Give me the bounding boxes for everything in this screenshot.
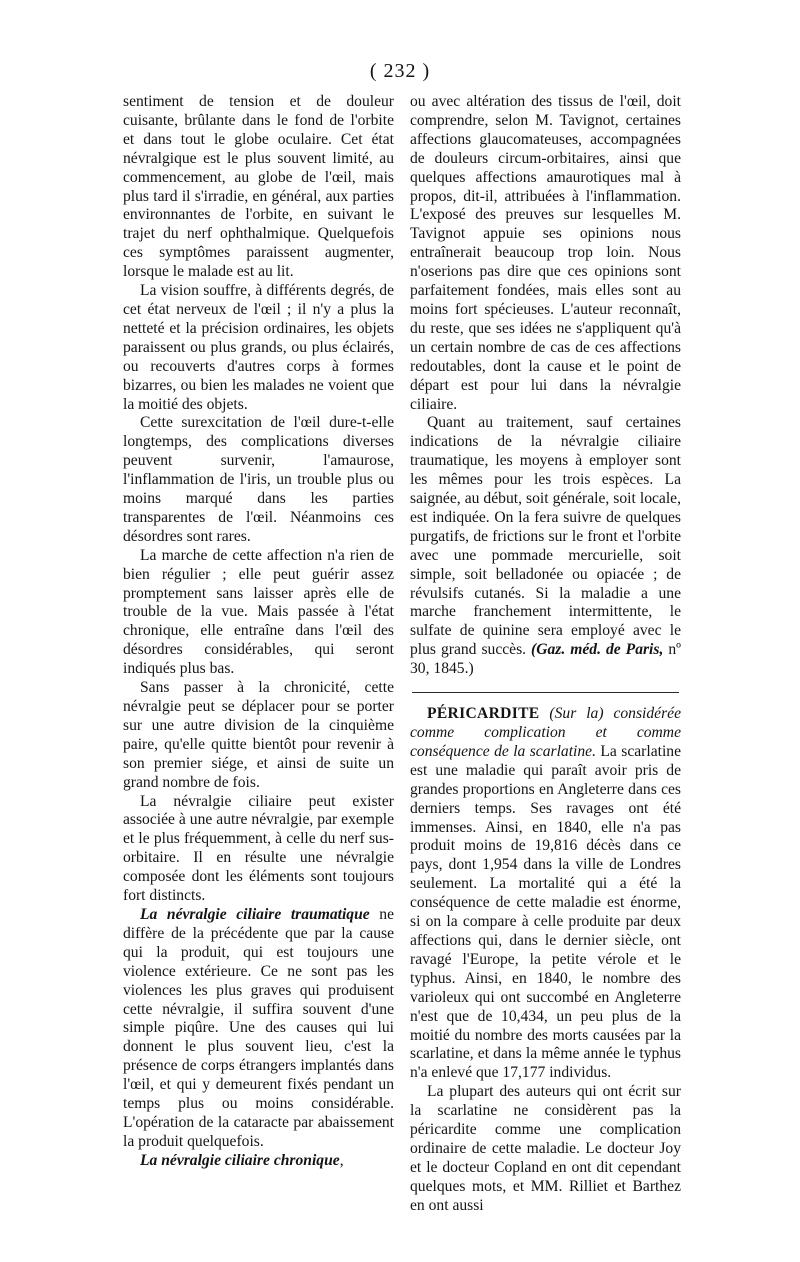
article-subheading: (Sur la) considérée comme complication et comme conséquence de la scarlatine. — [410, 705, 681, 760]
paragraph-traumatic-neuralgia — [123, 906, 394, 1152]
text-treatment: Quant au traitement, sauf certaines indications de la névralgie ciliaire traumatique, les moyens à employer sont les mêmes pour les trois espèces. La saignée, au début, soit générale, soit locale, est indiquée. On la fera suivre de quelques purgatifs, de frictions sur le front et l'orbite avec une pommade mercurielle, soit simple, soit belladonée ou opiacée ; de révulsifs cutanés. Si la maladie a une marche franchement intermittente, le sulfate de quinine sera employé avec le plus grand succès. — [410, 414, 681, 659]
source-citation: (Gaz. méd. de Paris, — [531, 641, 664, 659]
text-pericarditis: La scarlatine est une maladie qui paraît avoir pris de grandes proportions en Angleterre dans ces derniers temps. Ses ravages ont été immenses. Ainsi, en 1840, elle n'a pas produit moins de 19,816 décès dans ce pays, dont 1,954 dans la ville de Londres seulement. La mortalité qui a été la conséquence de cette maladie est énorme, si on la compare à celle produite par deux affections qui, dans le dernier siècle, ont ravagé l'Europe, la petite vérole et le typhus. Ainsi, en 1840, le nombre des varioleux qui ont succombé en Angleterre n'est que de 10,434, un peu plus de la moitié du nombre des morts causées par la scarlatine, et dans la même année le typhus n'a enlevé que 17,177 individus. — [410, 742, 682, 1082]
paragraph-vision: La vision souffre, à différents degrés, de cet état nerveux de l'œil ; il n'y a plus la netteté et la précision ordinaires, les objets paraissent ou plus grands, ou plus éclairés, ou recouverts d'autres corps à formes bizarres, ou bien les malades ne voient que la moitié des objets. — [123, 282, 394, 413]
source-citation-number: nº 30, 1845.) — [410, 641, 681, 678]
paragraph-complications: Cette surexcitation de l'œil dure-t-elle longtemps, des complications diverses peuvent survenir, l'amaurose, l'inflammation de l'iris, un trouble plus ou moins marqué dans les parties transparentes de l'œil. Néanmoins ces désordres sont rares. — [123, 414, 394, 545]
page-number: ( 232 ) — [369, 60, 431, 82]
text-traumatic-neuralgia: ne diffère de la précédente que par la cause qui la produit, qui est toujours une violence extérieure. Ce ne sont pas les violences les plus graves qui produisent cette névralgie, il suffira souvent d'une simple piqûre. Une des causes qui lui donnent le plus souvent lieu, c'est la présence de corps étrangers implantés dans l'œil, et qui y demeurent fixés pendant un temps plus ou moins considérable. L'opération de la cataracte par abaissement la produit quelquefois. — [123, 905, 394, 1150]
term-traumatic-neuralgia: La névralgie ciliaire traumatique — [140, 905, 370, 923]
section-divider — [412, 692, 679, 693]
paragraph-chronic-neuralgia — [123, 1152, 394, 1171]
text-chronic-neuralgia: , — [339, 1151, 344, 1169]
paragraph-displacement: Sans passer à la chronicité, cette névralgie peut se déplacer pour se porter sur une autre division de la cinquième paire, qu'elle quitte bientôt pour revenir à son premier siége, et ainsi de suite un grand nombre de fois. — [123, 679, 394, 791]
paragraph-associated-neuralgia: La névralgie ciliaire peut exister associée à une autre névralgie, par exemple et le plus fréquemment, à celle du nerf sus-orbitaire. Il en résulte une névralgie composée dont les éléments sont toujours fort distincts. — [123, 792, 394, 905]
paragraph-pericarditis — [410, 705, 681, 1083]
paragraph-course: La marche de cette affection n'a rien de bien régulier ; elle peut guérir assez promptement sans laisser après elle de trouble de la vue. Mais passée à l'état chronique, elle entraîne dans l'œil des désordres considérables, qui seront indiqués plus bas. — [123, 546, 394, 678]
right-column — [410, 93, 681, 1216]
left-column — [123, 93, 394, 1171]
article-heading: PÉRICARDITE — [427, 705, 540, 723]
paragraph-tension-symptoms: sentiment de tension et de douleur cuisante, brûlante dans le fond de l'orbite et dans tout le globe oculaire. Cet état névralgique est le plus souvent limité, au commencement, au globe de l'œil, mais plus tard il s'irradie, en général, aux parties environnantes de l'orbite, en suivant le trajet du nerf ophthalmique. Quelquefois ces symptômes paraissent augmenter, lorsque le malade est au lit. — [123, 93, 394, 281]
paragraph-tavignot: ou avec altération des tissus de l'œil, doit comprendre, selon M. Tavignot, certaines affections glaucomateuses, accompagnées de douleurs circum-orbitaires, ainsi que quelques affections amaurotiques mal à propos, dit-il, attribuées à l'inflammation. L'exposé des preuves sur lesquelles M. Tavignot appuie ses opinions nous entraînerait beaucoup trop loin. Nous n'oserions pas dire que ces opinions sont parfaitement fondées, mais elles sont au moins fort spécieuses. L'auteur reconnaît, du reste, que ses idées ne s'appliquent qu'à un certain nombre de cas de ces affections redoutables, dont la cause et le point de départ est pour lui dans la névralgie ciliaire. — [410, 93, 681, 413]
term-chronic-neuralgia: La névralgie ciliaire chronique — [140, 1151, 340, 1169]
paragraph-treatment — [410, 414, 681, 679]
paragraph-authors: La plupart des auteurs qui ont écrit sur la scarlatine ne considèrent pas la péricardite comme une complication ordinaire de cette maladie. Le docteur Joy et le docteur Copland en ont dit cependant quelques mots, et MM. Rilliet et Barthez en ont aussi — [410, 1083, 681, 1214]
